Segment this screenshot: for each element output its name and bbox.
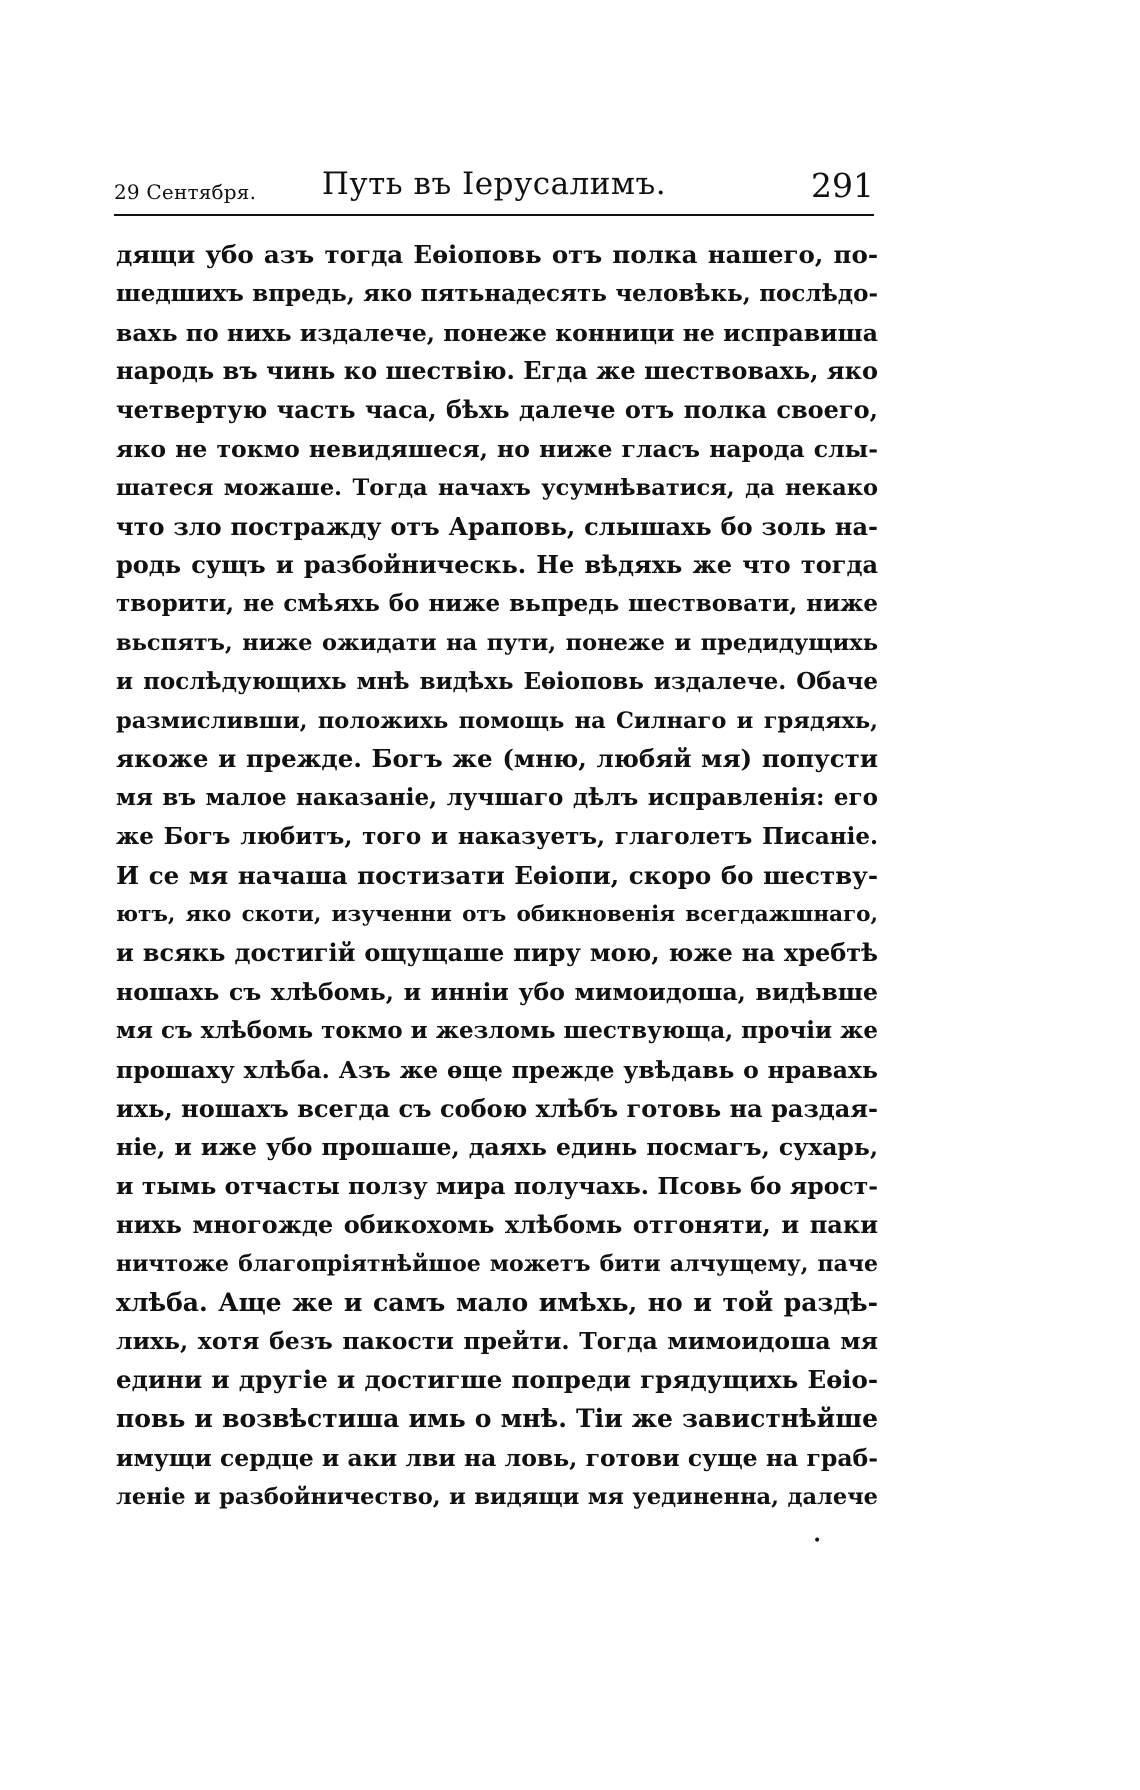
- text-line: и тымь отчасты ползу мира получахь. Псовь бо ярост-: [116, 1172, 878, 1201]
- signature-mark: •: [813, 1533, 822, 1549]
- text-line: четвертую часть часа, бѣхь далече отъ полка своего,: [116, 395, 878, 425]
- text-line: творити, не смѣяхь бо ниже вьпредь шествовати, ниже: [116, 590, 878, 618]
- text-line: имущи сердце и аки лви на ловь, готови суще на граб-: [116, 1443, 878, 1472]
- header-date: 29 Сентября.: [114, 180, 257, 204]
- text-line: ничтоже благопріятнѣйшое можетъ бити алчущему, паче: [116, 1250, 878, 1277]
- text-line: шатеся можаше. Тогда начахъ усумнѣватися, да некако: [116, 474, 878, 501]
- page-number: 291: [811, 166, 874, 205]
- text-line: дящи убо азъ тогда Еѳіоповь отъ полка нашего, по-: [116, 240, 878, 269]
- text-line: и всякь достигій ощущаше пиру мою, юже на хребтѣ: [116, 938, 878, 968]
- header-title: Путь въ Іерусалимъ.: [321, 166, 667, 202]
- text-line: мя въ малое наказаніе, лучшаго дѣлъ исправленія: его: [116, 784, 878, 812]
- text-line: прошаху хлѣба. Азъ же ѳще прежде увѣдавь о нравахь: [116, 1055, 878, 1084]
- text-line: лихь, хотя безъ пакости прейти. Тогда мимоидоша мя: [116, 1327, 878, 1356]
- header-rule: [114, 214, 874, 216]
- text-line: И се мя начаша постизати Еѳіопи, скоро бо шеству-: [116, 860, 878, 890]
- text-line: шедшихъ впредь, яко пятьнадесять человѣкь, послѣдо-: [116, 279, 878, 307]
- text-line: вьспятъ, ниже ожидати на пути, понеже и предидущихь: [116, 629, 878, 656]
- running-head: [114, 166, 874, 214]
- text-line: размисливши, положихь помощь на Силнаго и грядяхь,: [116, 707, 878, 734]
- text-line: якоже и прежде. Богъ же (мню, любяй мя) попусти: [116, 744, 878, 774]
- text-line: что зло постражду отъ Араповь, слышахь бо золь на-: [116, 511, 878, 541]
- text-line: и послѣдующихь мнѣ видѣхь Еѳіоповь издалече. Обаче: [116, 667, 878, 695]
- text-line: ношахь съ хлѣбомь, и инніи убо мимоидоша, видѣвше: [116, 978, 878, 1007]
- text-line: повь и возвѣстиша имь о мнѣ. Тіи же завистнѣйше: [116, 1403, 878, 1433]
- text-line: родь сущъ и разбойническь. Не вѣдяхь же что тогда: [116, 550, 878, 580]
- text-line: яко не токмо невидяшеся, но ниже гласъ народа слы-: [116, 434, 878, 463]
- text-line: ютъ, яко скоти, изученни отъ обикновенія всегдажшнаго,: [116, 901, 878, 927]
- text-line: нихь многожде обикохомь хлѣбомь отгоняти, и паки: [116, 1209, 878, 1239]
- text-line: леніе и разбойничество, и видящи мя уединенна, далече: [116, 1483, 878, 1510]
- text-line: мя съ хлѣбомь токмо и жезломь шествующа, прочіи же: [116, 1016, 878, 1044]
- text-line: едини и другіе и достигше попреди грядущихь Еѳіо-: [116, 1365, 878, 1395]
- text-line: ихь, ношахъ всегда съ собою хлѣбъ готовь на раздая-: [116, 1093, 878, 1123]
- text-line: хлѣба. Аще же и самъ мало имѣхь, но и той раздѣ-: [116, 1287, 878, 1317]
- text-line: же Богъ любитъ, того и наказуетъ, глаголетъ Писаніе.: [116, 822, 878, 850]
- text-line: вахь по нихь издалече, понеже конници не исправиша: [116, 318, 878, 347]
- body-text: [116, 236, 878, 1516]
- text-line: народь въ чинь ко шествію. Егда же шествовахь, яко: [116, 356, 878, 386]
- text-line: ніе, и иже убо прошаше, даяхь единь посмагъ, сухарь,: [116, 1133, 878, 1162]
